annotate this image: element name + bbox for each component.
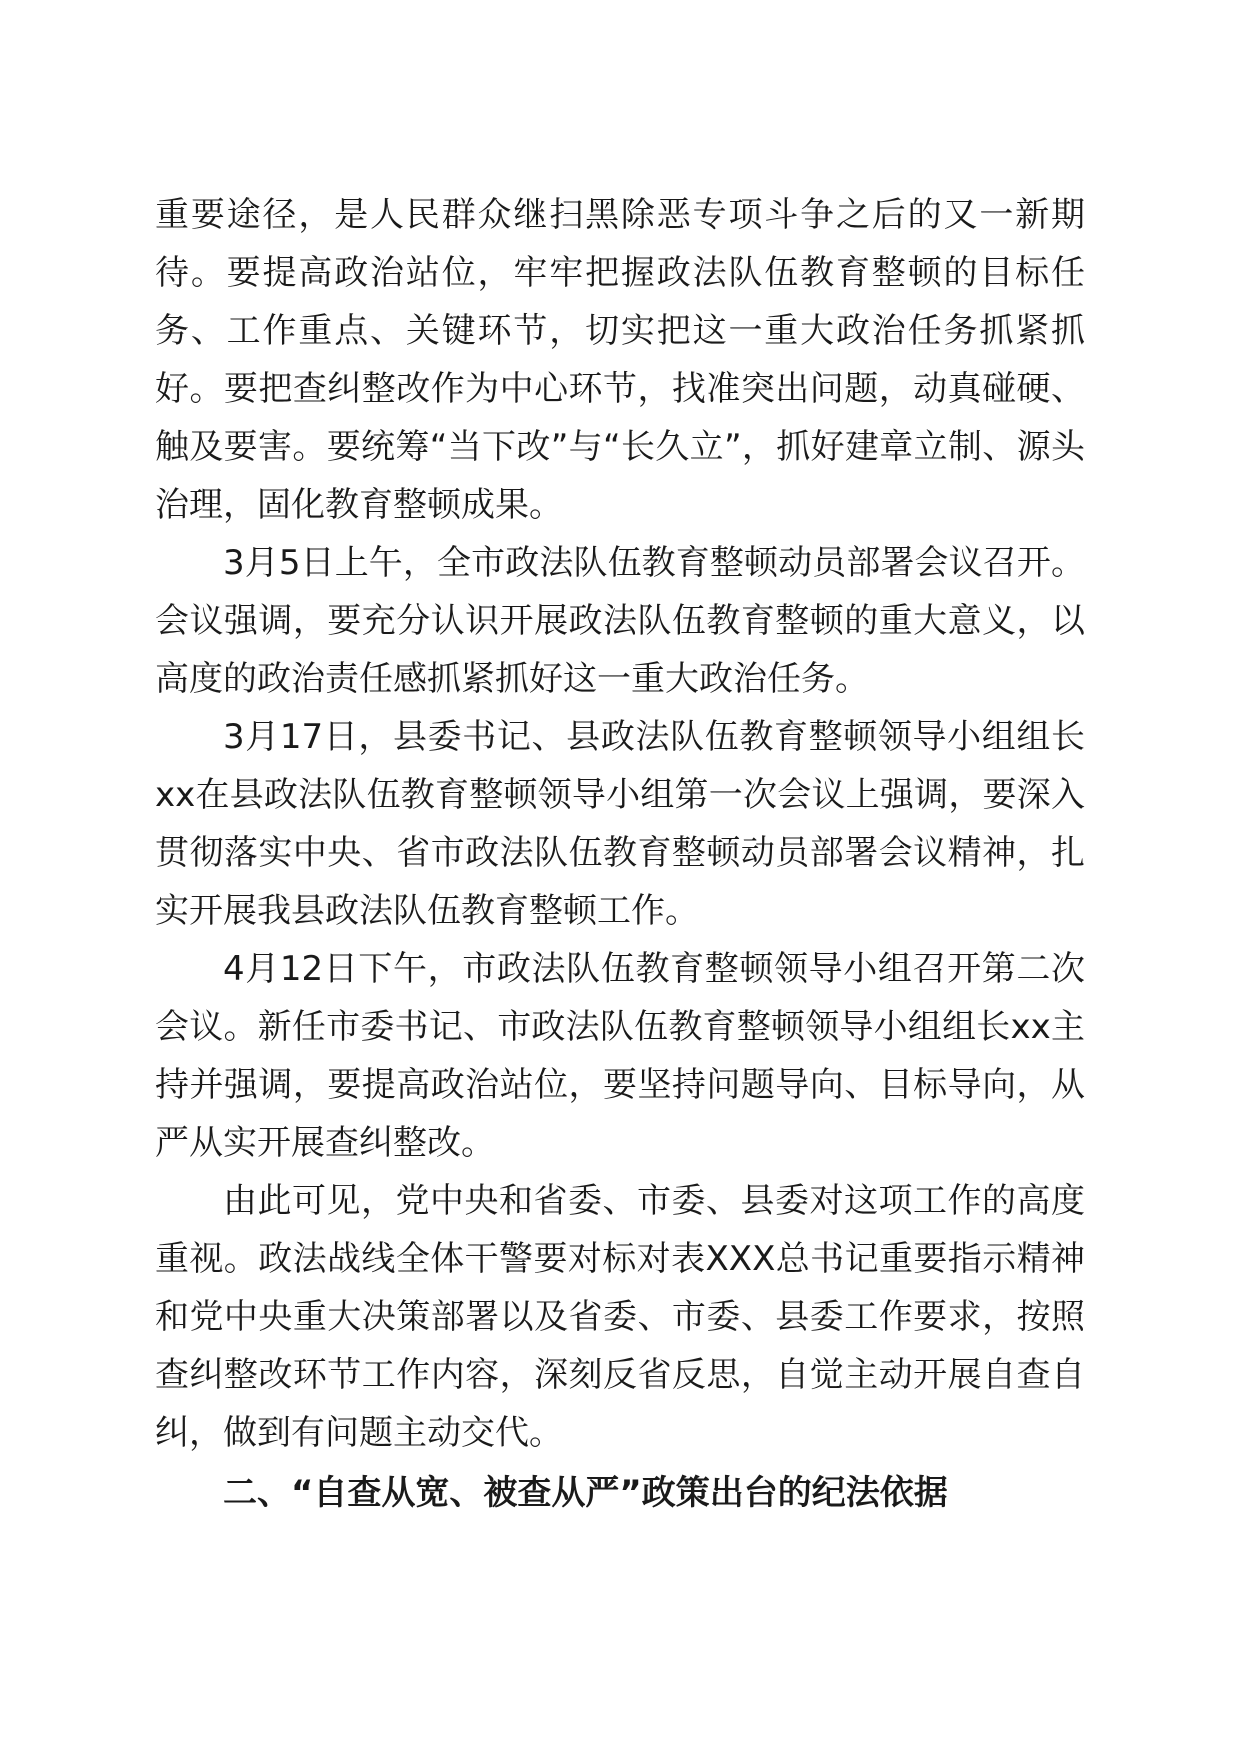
paragraph-continuation: 重要途径，是人民群众继扫黑除恶专项斗争之后的又一新期待。要提高政治站位，牢牢把握政法队伍教育整顿的目标任务、工作重点、关键环节，切实把这一重大政治任务抓紧抓好。要把查纠整改作为中心环节，找准突出问题，动真碰硬、触及要害。要统筹“当下改”与“长久立”，抓好建章立制、源头治理，固化教育整顿成果。 bbox=[155, 195, 1085, 525]
paragraph-march-17: 3月17日，县委书记、县政法队伍教育整顿领导小组组长xx在县政法队伍教育整顿领导小组第一次会议上强调，要深入贯彻落实中央、省市政法队伍教育整顿动员部署会议精神，扎实开展我县政法队伍教育整顿工作。 bbox=[155, 717, 1085, 931]
document-body bbox=[155, 186, 1085, 1522]
paragraph-march-5: 3月5日上午，全市政法队伍教育整顿动员部署会议召开。会议强调，要充分认识开展政法队伍教育整顿的重大意义，以高度的政治责任感抓紧抓好这一重大政治任务。 bbox=[155, 543, 1085, 699]
section-heading-2: 二、“自查从宽、被查从严”政策出台的纪法依据 bbox=[223, 1473, 948, 1513]
paragraph-april-12: 4月12日下午，市政法队伍教育整顿领导小组召开第二次会议。新任市委书记、市政法队伍教育整顿领导小组组长xx主持并强调，要提高政治站位，要坚持问题导向、目标导向，从严从实开展查纠整改。 bbox=[155, 949, 1085, 1163]
paragraph-conclusion: 由此可见，党中央和省委、市委、县委对这项工作的高度重视。政法战线全体干警要对标对表XXX总书记重要指示精神和党中央重大决策部署以及省委、市委、县委工作要求，按照查纠整改环节工作内容，深刻反省反思，自觉主动开展自查自纠，做到有问题主动交代。 bbox=[155, 1181, 1085, 1453]
